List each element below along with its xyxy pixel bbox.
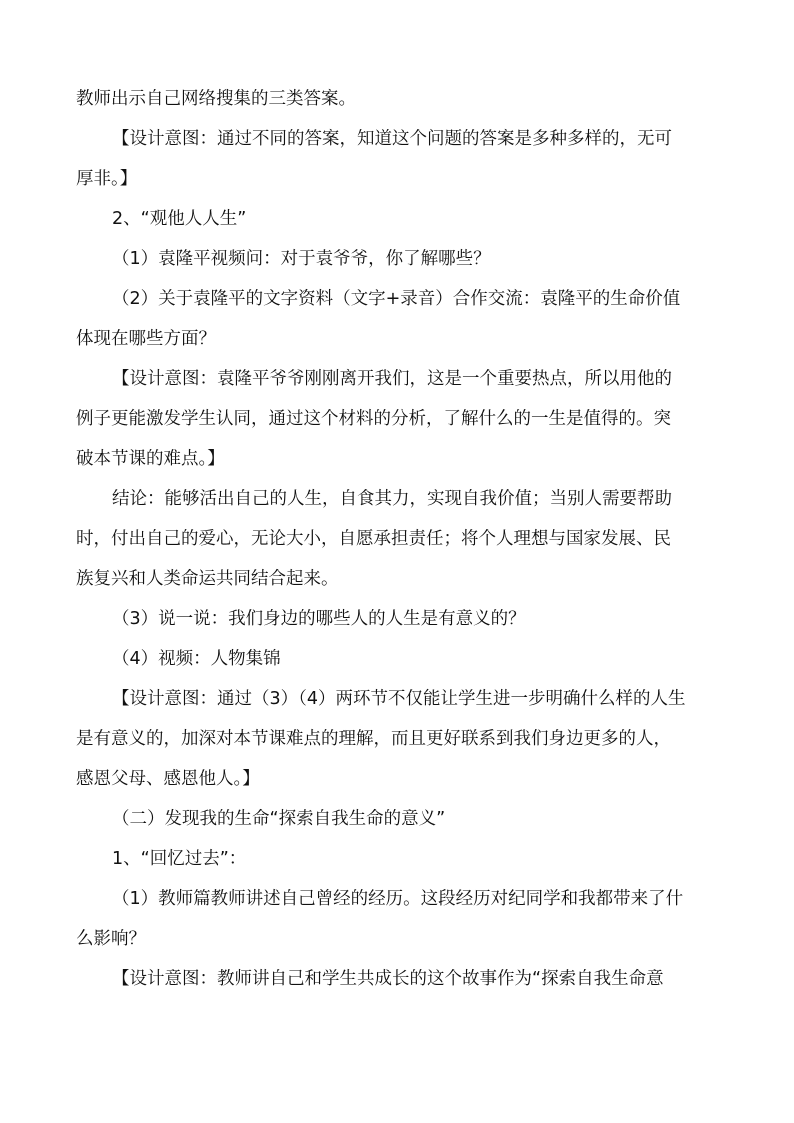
item-2-line-2: 体现在哪些方面？: [76, 329, 216, 349]
teacher-item-line-2: 么影响？: [76, 929, 146, 949]
design-intent-line-2: 厚非。】: [76, 169, 138, 189]
section-heading-1: 1、“回忆过去”：: [112, 849, 247, 869]
item-3: （3）说一说：我们身边的哪些人的人生是有意义的？: [112, 609, 526, 629]
design-intent-4-line-1: 【设计意图：教师讲自己和学生共成长的这个故事作为“探索自我生命意: [112, 969, 664, 989]
conclusion-line-3: 族复兴和人类命运共同结合起来。: [76, 569, 339, 589]
design-intent-3-line-2: 是有意义的，加深对本节课难点的理解，而且更好联系到我们身边更多的人，: [76, 729, 671, 749]
design-intent-2-line-1: 【设计意图：袁隆平爷爷刚刚离开我们，这是一个重要热点，所以用他的: [112, 369, 672, 389]
item-2-line-1: （2）关于袁隆平的文字资料（文字+录音）合作交流：袁隆平的生命价值: [112, 289, 681, 309]
document-body: [76, 79, 724, 999]
conclusion-line-1: 结论：能够活出自己的人生，自食其力，实现自我价值；当别人需要帮助: [112, 489, 672, 509]
conclusion-line-2: 时，付出自己的爱心，无论大小，自愿承担责任；将个人理想与国家发展、民: [76, 529, 671, 549]
text-line-1: 教师出示自己网络搜集的三类答案。: [76, 89, 356, 109]
design-intent-3-line-1: 【设计意图：通过（3）（4）两环节不仅能让学生进一步明确什么样的人生: [112, 689, 686, 709]
design-intent-3-line-3: 感恩父母、感恩他人。】: [76, 769, 260, 789]
section-heading-2: 2、“观他人人生”: [112, 209, 247, 229]
design-intent-2-line-3: 破本节课的难点。】: [76, 449, 225, 469]
design-intent-2-line-2: 例子更能激发学生认同，通过这个材料的分析，了解什么的一生是值得的。突: [76, 409, 671, 429]
item-4: （4）视频：人物集锦: [112, 649, 281, 669]
part-2-heading: （二）发现我的生命“探索自我生命的意义”: [112, 809, 446, 829]
teacher-item-line-1: （1）教师篇教师讲述自己曾经的经历。这段经历对纪同学和我都带来了什: [112, 889, 684, 909]
design-intent-line-1: 【设计意图：通过不同的答案，知道这个问题的答案是多种多样的，无可: [112, 129, 672, 149]
item-1: （1）袁隆平视频问：对于袁爷爷，你了解哪些？: [112, 249, 491, 269]
